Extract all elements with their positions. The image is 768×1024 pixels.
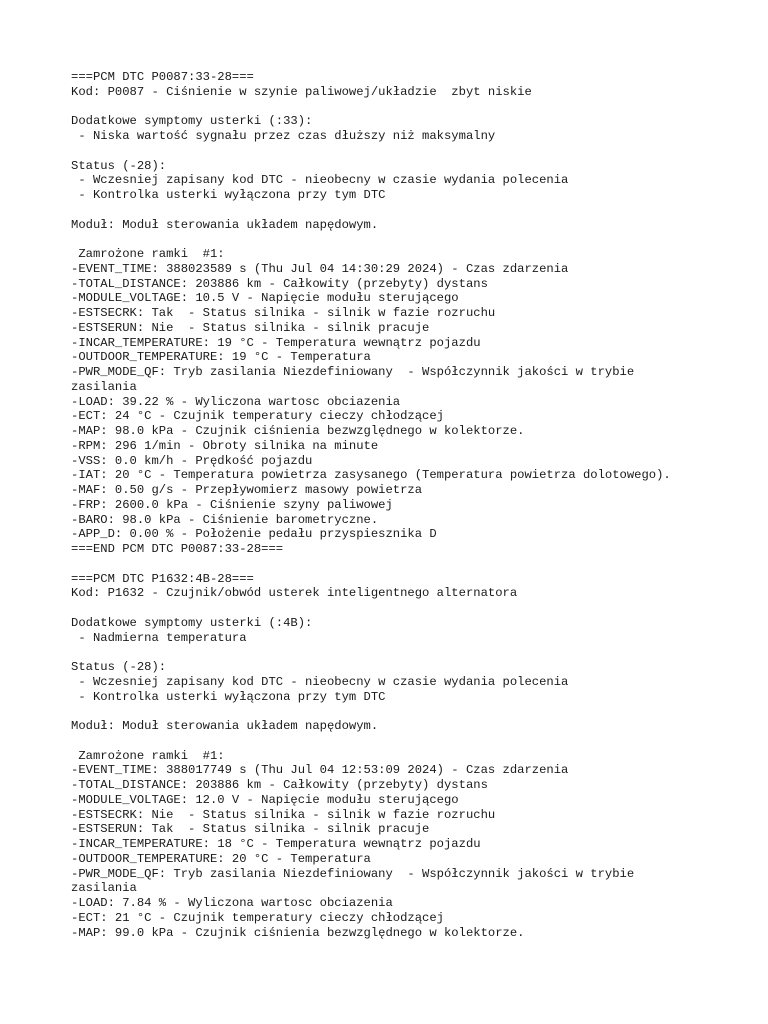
text-line: -FRP: 2600.0 kPa - Ciśnienie szyny paliwowej [71, 497, 393, 512]
dtc-report-text [71, 70, 761, 940]
text-line: -EVENT_TIME: 388017749 s (Thu Jul 04 12:53:09 2024) - Czas zdarzenia [71, 763, 569, 778]
text-line [71, 557, 761, 572]
text-line: ===END PCM DTC P0087:33-28=== [71, 542, 284, 556]
text-line: -ESTSERUN: Tak - Status silnika - silnik pracuje [71, 822, 430, 837]
text-line: -MODULE_VOLTAGE: 10.5 V - Napięcie modułu sterującego [71, 291, 459, 306]
text-line: -BARO: 98.0 kPa - Ciśnienie barometryczne. [71, 512, 379, 527]
text-line: -ECT: 21 °C - Czujnik temperatury cieczy chłodzącej [71, 910, 444, 925]
text-line: -TOTAL_DISTANCE: 203886 km - Całkowity (przebyty) dystans [71, 276, 488, 291]
text-line: -LOAD: 39.22 % - Wyliczona wartosc obciazenia [71, 394, 401, 409]
text-line: -ESTSECRK: Tak - Status silnika - silnik w fazie rozruchu [71, 306, 496, 320]
text-line: -EVENT_TIME: 388023589 s (Thu Jul 04 14:30:29 2024) - Czas zdarzenia [71, 261, 569, 276]
text-line: zasilania [71, 881, 137, 896]
text-line [71, 232, 761, 247]
text-line: -PWR_MODE_QF: Tryb zasilania Niezdefiniowany - Współczynnik jakości w trybie [71, 365, 635, 379]
text-line: Moduł: Moduł sterowania układem napędowym. [71, 217, 379, 232]
text-line: - Wczesniej zapisany kod DTC - nieobecny w czasie wydania polecenia [71, 173, 569, 188]
text-line: -ESTSERUN: Nie - Status silnika - silnik pracuje [71, 320, 430, 335]
text-line: -RPM: 296 1/min - Obroty silnika na minute [71, 438, 379, 453]
text-line: -MODULE_VOLTAGE: 12.0 V - Napięcie modułu sterującego [71, 792, 459, 807]
text-line: -VSS: 0.0 km/h - Prędkość pojazdu [71, 453, 313, 468]
text-line: -INCAR_TEMPERATURE: 18 °C - Temperatura wewnątrz pojazdu [71, 837, 481, 851]
text-line: Zamrożone ramki #1: [71, 247, 225, 261]
text-line: Kod: P1632 - Czujnik/obwód usterek inteligentnego alternatora [71, 586, 518, 601]
text-line: -APP_D: 0.00 % - Położenie pedału przyspiesznika D [71, 527, 437, 542]
text-line: -MAP: 99.0 kPa - Czujnik ciśnienia bezwzględnego w kolektorze. [71, 925, 525, 940]
text-line: Dodatkowe symptomy usterki (:33): [71, 114, 313, 129]
text-line [71, 601, 761, 616]
text-line: Dodatkowe symptomy usterki (:4B): [71, 615, 313, 630]
text-line [71, 100, 761, 115]
text-line: -ESTSECRK: Nie - Status silnika - silnik w fazie rozruchu [71, 807, 496, 822]
text-line: - Kontrolka usterki wyłączona przy tym DTC [71, 689, 386, 704]
text-line: -OUTDOOR_TEMPERATURE: 20 °C - Temperatura [71, 851, 371, 866]
text-line: ===PCM DTC P0087:33-28=== [71, 70, 254, 84]
text-line: -INCAR_TEMPERATURE: 19 °C - Temperatura wewnątrz pojazdu [71, 335, 481, 350]
text-line: -LOAD: 7.84 % - Wyliczona wartosc obciazenia [71, 896, 393, 910]
text-line [71, 704, 761, 719]
text-line: zasilania [71, 379, 137, 394]
text-line: Status (-28): [71, 158, 167, 173]
text-line: - Nadmierna temperatura [71, 630, 247, 645]
text-line: -ECT: 24 °C - Czujnik temperatury cieczy chłodzącej [71, 409, 444, 424]
text-line: ===PCM DTC P1632:4B-28=== [71, 571, 254, 586]
text-line: - Wczesniej zapisany kod DTC - nieobecny w czasie wydania polecenia [71, 674, 569, 689]
text-line: -MAP: 98.0 kPa - Czujnik ciśnienia bezwzględnego w kolektorze. [71, 424, 525, 438]
text-line: -PWR_MODE_QF: Tryb zasilania Niezdefiniowany - Współczynnik jakości w trybie [71, 866, 635, 881]
text-line: Status (-28): [71, 660, 167, 674]
text-line [71, 734, 761, 749]
text-line: Kod: P0087 - Ciśnienie w szynie paliwowej/układzie zbyt niskie [71, 84, 532, 99]
text-line: -OUTDOOR_TEMPERATURE: 19 °C - Temperatura [71, 350, 371, 365]
text-line: -MAF: 0.50 g/s - Przepływomierz masowy powietrza [71, 483, 423, 497]
text-line: Zamrożone ramki #1: [71, 748, 225, 763]
text-line: Moduł: Moduł sterowania układem napędowym. [71, 719, 379, 733]
text-line: - Kontrolka usterki wyłączona przy tym DTC [71, 188, 386, 202]
text-line [71, 203, 761, 218]
text-line: -TOTAL_DISTANCE: 203886 km - Całkowity (przebyty) dystans [71, 778, 488, 792]
text-line: - Niska wartość sygnału przez czas dłuższy niż maksymalny [71, 129, 496, 143]
text-line [71, 144, 761, 159]
text-line: -IAT: 20 °C - Temperatura powietrza zasysanego (Temperatura powietrza dolotowego). [71, 468, 671, 483]
text-line [71, 645, 761, 660]
